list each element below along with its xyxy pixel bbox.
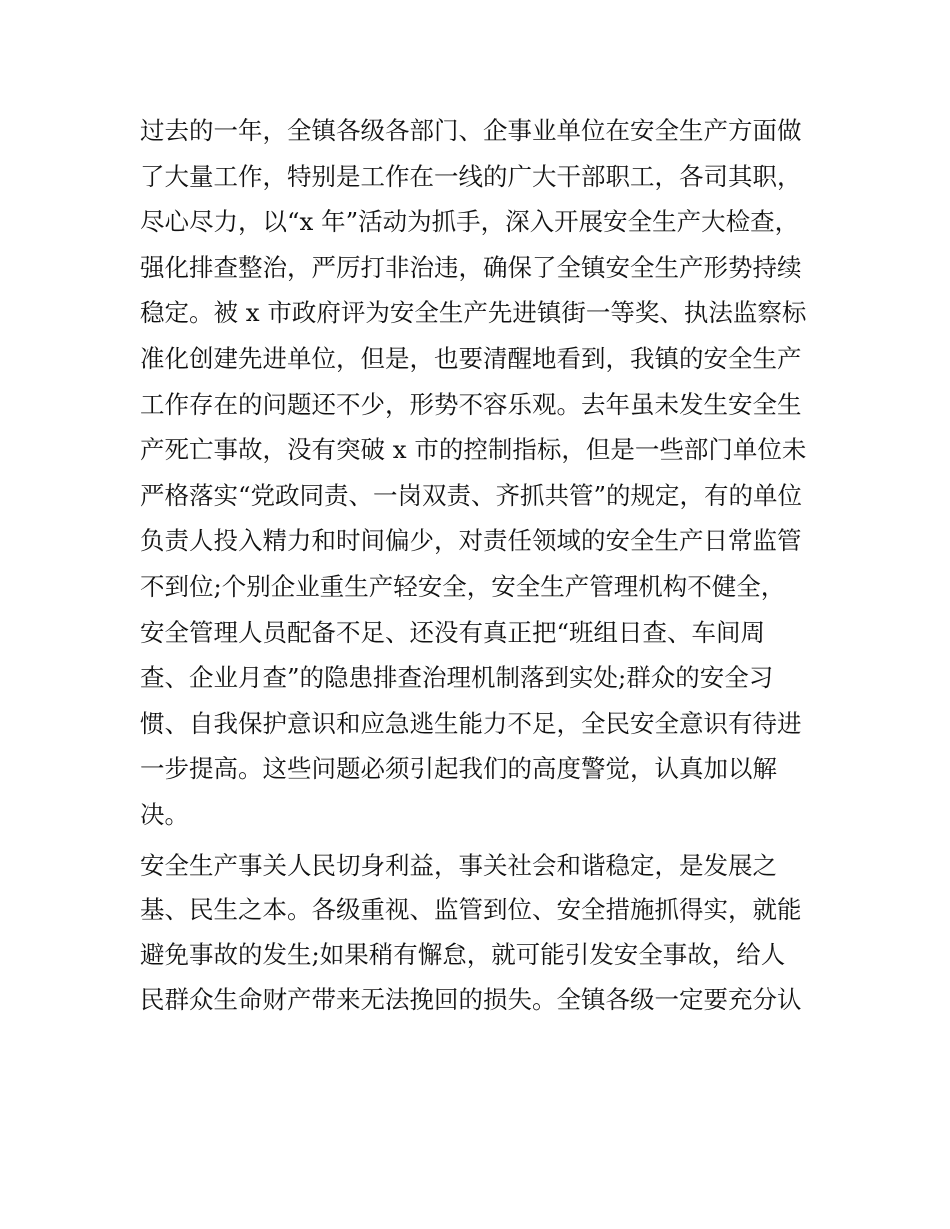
paragraph-2 — [140, 844, 820, 1023]
text-line: 安全生产事关人民切身利益，事关社会和谐稳定，是发展之 — [140, 850, 777, 880]
text-line: 民群众生命财产带来无法挽回的损失。全镇各级一定要充分认 — [140, 984, 802, 1014]
text-line: 产死亡事故，没有突破 x 市的控制指标，但是一些部门单位未 — [140, 435, 807, 465]
text-line: 过去的一年，全镇各级各部门、企事业单位在安全生产方面做 — [140, 116, 802, 145]
text-line: 强化排查整治，严厉打非治违，确保了全镇安全生产形势持续 — [140, 252, 802, 282]
text-line: 基、民生之本。各级重视、监管到位、安全措施抓得实，就能 — [140, 895, 802, 925]
text-line: 决。 — [140, 799, 189, 829]
text-line: 查、企业月查”的隐患排查治理机制落到实处;群众的安全习 — [140, 663, 774, 693]
text-line: 稳定。被 x 市政府评为安全生产先进镇街一等奖、执法监察标 — [140, 298, 807, 328]
text-line: 了大量工作，特别是工作在一线的广大干部职工，各司其职， — [140, 161, 802, 191]
text-line: 工作存在的问题还不少，形势不容乐观。去年虽未发生安全生 — [140, 389, 802, 419]
text-line: 不到位;个别企业重生产轻安全，安全生产管理机构不健全， — [140, 571, 786, 601]
text-line: 惯、自我保护意识和应急逃生能力不足，全民安全意识有待进 — [140, 708, 802, 738]
text-line: 尽心尽力，以“x 年”活动为抓手，深入开展安全生产大检查， — [140, 207, 800, 237]
text-line: 负责人投入精力和时间偏少，对责任领域的安全生产日常监管 — [140, 526, 802, 556]
text-line: 安全管理人员配备不足、还没有真正把“班组日查、车间周 — [140, 617, 766, 647]
text-line: 避免事故的发生;如果稍有懈怠，就可能引发安全事故，给人 — [140, 940, 786, 970]
text-line: 准化创建先进单位，但是，也要清醒地看到，我镇的安全生产 — [140, 343, 802, 373]
document-body — [140, 108, 820, 1023]
text-line: 严格落实“党政同责、一岗双责、齐抓共管”的规定，有的单位 — [140, 480, 803, 510]
text-line: 一步提高。这些问题必须引起我们的高度警觉，认真加以解 — [140, 754, 777, 784]
paragraph-1 — [140, 108, 820, 838]
